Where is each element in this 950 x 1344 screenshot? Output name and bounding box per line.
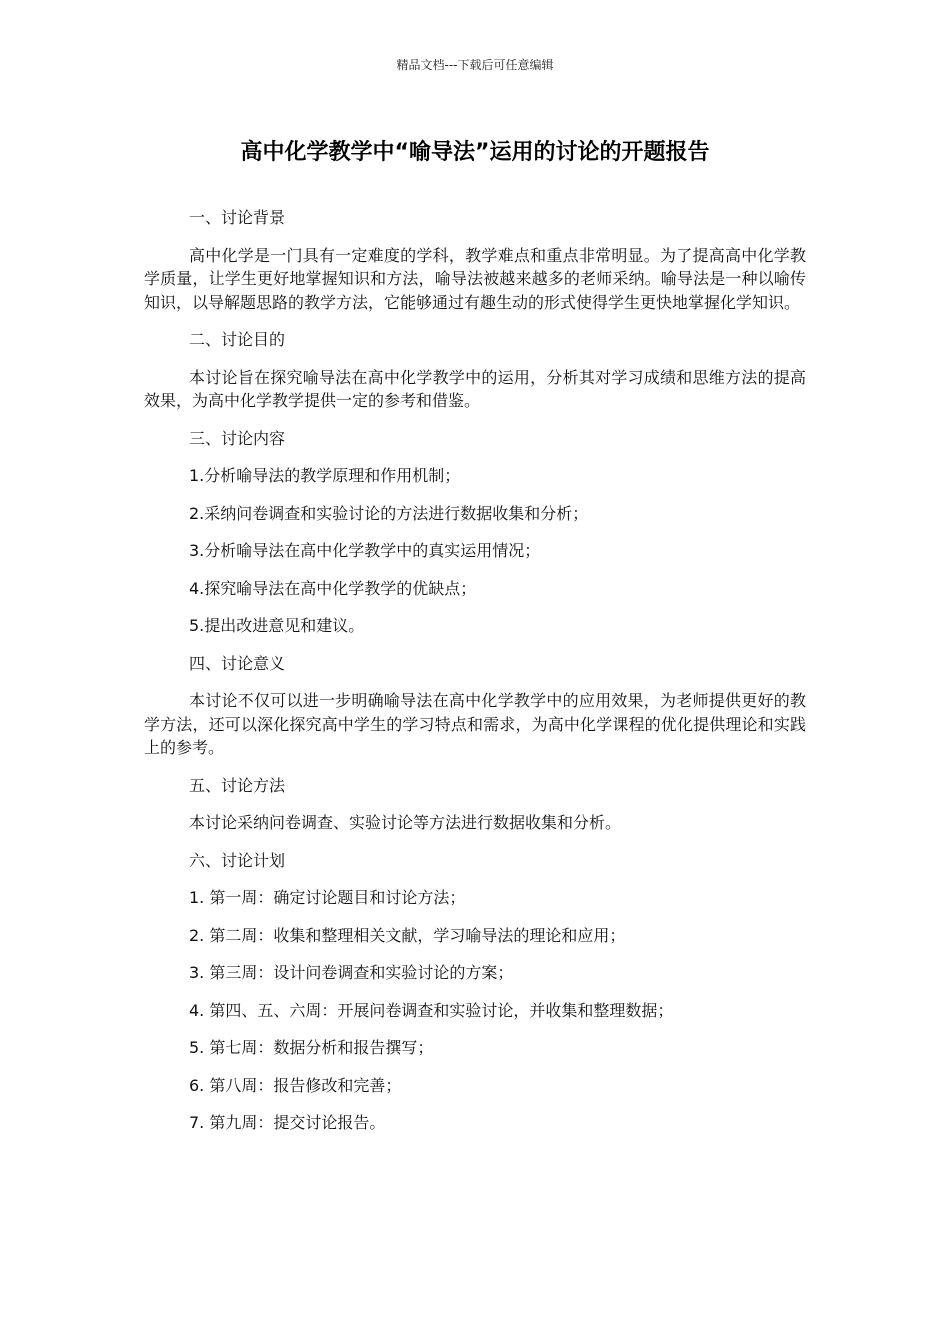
document-body — [144, 206, 806, 1149]
section-text-method: 本讨论采纳问卷调查、实验讨论等方法进行数据收集和分析。 — [189, 813, 622, 832]
content-list-item: 1.分析喻导法的教学原理和作用机制； — [189, 466, 461, 485]
document-title: 高中化学教学中“喻导法”运用的讨论的开题报告 — [240, 140, 710, 165]
plan-list-item: 4. 第四、五、六周：开展问卷调查和实验讨论，并收集和整理数据； — [189, 1000, 674, 1020]
plan-list-item: 6. 第八周：报告修改和完善； — [189, 1075, 402, 1095]
content-list-item: 2.采纳问卷调查和实验讨论的方法进行数据收集和分析； — [189, 503, 589, 523]
section-text-purpose: 本讨论旨在探究喻导法在高中化学教学中的运用，分析其对学习成绩和思维方法的提高效果，为高中化学教学提供一定的参考和借鉴。 — [144, 367, 806, 410]
section-heading-content: 三、讨论内容 — [189, 428, 286, 448]
section-heading-method: 五、讨论方法 — [189, 775, 286, 795]
section-heading-background: 一、讨论背景 — [189, 208, 286, 227]
section-heading-plan: 六、讨论计划 — [189, 850, 286, 870]
section-heading-significance: 四、讨论意义 — [189, 653, 286, 673]
plan-list-item: 3. 第三周：设计问卷调查和实验讨论的方案； — [189, 963, 514, 982]
plan-list-item: 7. 第九周：提交讨论报告。 — [189, 1113, 386, 1132]
section-text-significance: 本讨论不仅可以进一步明确喻导法在高中化学教学中的应用效果，为老师提供更好的教学方法，还可以深化探究高中学生的学习特点和需求，为高中化学课程的优化提供理论和实践上的参考。 — [144, 691, 806, 757]
section-text-background: 高中化学是一门具有一定难度的学科，教学难点和重点非常明显。为了提高高中化学教学质量，让学生更好地掌握知识和方法，喻导法被越来越多的老师采纳。喻导法是一种以喻传知识，以导解题思路的教学方法，它能够通过有趣生动的形式使得学生更快地掌握化学知识。 — [144, 245, 806, 312]
content-list-item: 3.分析喻导法在高中化学教学中的真实运用情况； — [189, 541, 541, 560]
plan-list-item: 5. 第七周：数据分析和报告撰写； — [189, 1038, 434, 1057]
section-heading-purpose: 二、讨论目的 — [189, 330, 286, 349]
content-list-item: 4.探究喻导法在高中化学教学的优缺点； — [189, 578, 477, 598]
page-header-watermark: 精品文档---下载后可任意编辑 — [396, 58, 554, 72]
plan-list-item: 1. 第一周：确定讨论题目和讨论方法； — [189, 888, 466, 907]
content-list-item: 5.提出改进意见和建议。 — [189, 616, 365, 635]
plan-list-item: 2. 第二周：收集和整理相关文献，学习喻导法的理论和应用； — [189, 925, 626, 945]
